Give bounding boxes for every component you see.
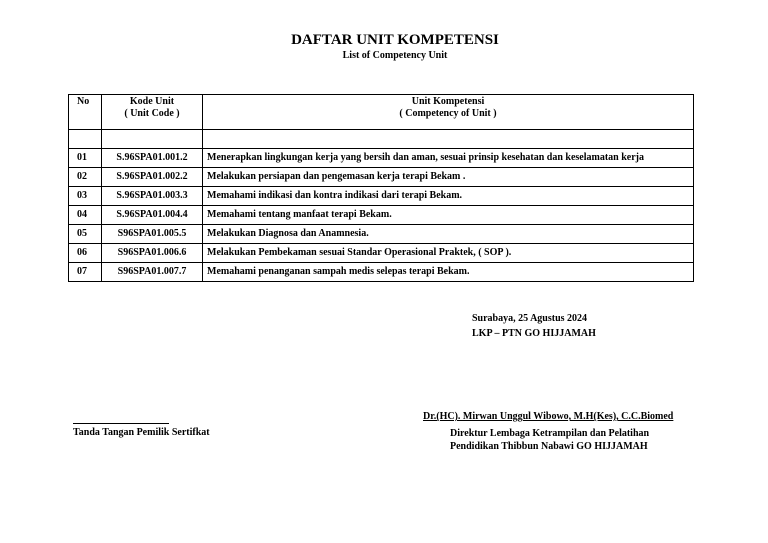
header-competency-unit-line1: Unit Kompetensi xyxy=(411,96,485,107)
header-unit-code-line2: ( Unit Code ) xyxy=(124,108,180,119)
row-number: 05 xyxy=(69,225,102,244)
row-unit-name: Memahami tentang manfaat terapi Bekam. xyxy=(203,206,694,225)
holder-signature-label: Tanda Tangan Pemilik Sertifkat xyxy=(73,427,210,438)
row-unit-code: S96SPA01.007.7 xyxy=(102,263,203,282)
spacer-cell xyxy=(69,130,102,149)
director-title-block xyxy=(450,427,649,453)
spacer-cell xyxy=(203,130,694,149)
row-number: 07 xyxy=(69,263,102,282)
row-unit-name: Melakukan persiapan dan pengemasan kerja terapi Bekam . xyxy=(203,168,694,187)
row-unit-name: Memahami penanganan sampah medis selepas terapi Bekam. xyxy=(203,263,694,282)
document-subtitle: List of Competency Unit xyxy=(342,50,448,61)
header-competency-unit-line2: ( Competency of Unit ) xyxy=(399,108,497,119)
table-row xyxy=(69,263,694,282)
director-title-line1: Direktur Lembaga Ketrampilan dan Pelatihan xyxy=(450,428,650,439)
place-date-block xyxy=(472,311,596,341)
row-number: 06 xyxy=(69,244,102,263)
competency-table xyxy=(68,94,694,282)
row-number: 04 xyxy=(69,206,102,225)
row-unit-name: Memahami indikasi dan kontra indikasi dari terapi Bekam. xyxy=(203,187,694,206)
row-unit-code: S.96SPA01.003.3 xyxy=(102,187,203,206)
spacer-cell xyxy=(102,130,203,149)
director-name: Dr.(HC). Mirwan Unggul Wibowo, M.H(Kes), C.C.Biomed xyxy=(423,411,674,422)
row-number: 01 xyxy=(69,149,102,168)
table-spacer-row xyxy=(69,130,694,149)
header-unit-code xyxy=(102,95,203,130)
row-unit-name: Menerapkan lingkungan kerja yang bersih dan aman, sesuai prinsip kesehatan dan keselamatan kerja xyxy=(203,149,694,168)
row-unit-code: S96SPA01.005.5 xyxy=(102,225,203,244)
header-unit-code-line1: Kode Unit xyxy=(129,96,175,107)
table-row xyxy=(69,149,694,168)
organization-name: LKP – PTN GO HIJJAMAH xyxy=(472,328,596,339)
row-unit-code: S96SPA01.006.6 xyxy=(102,244,203,263)
row-unit-code: S.96SPA01.004.4 xyxy=(102,206,203,225)
place-date: Surabaya, 25 Agustus 2024 xyxy=(472,313,588,324)
table-header-row xyxy=(69,95,694,130)
row-unit-code: S.96SPA01.001.2 xyxy=(102,149,203,168)
header-no: No xyxy=(69,95,102,130)
director-title-line2: Pendidikan Thibbun Nabawi GO HIJJAMAH xyxy=(450,441,648,452)
row-number: 03 xyxy=(69,187,102,206)
table-row xyxy=(69,206,694,225)
document-title: DAFTAR UNIT KOMPETENSI xyxy=(291,32,499,48)
table-row xyxy=(69,244,694,263)
row-unit-name: Melakukan Diagnosa dan Anamnesia. xyxy=(203,225,694,244)
header-competency-unit xyxy=(203,95,694,130)
row-number: 02 xyxy=(69,168,102,187)
row-unit-code: S.96SPA01.002.2 xyxy=(102,168,203,187)
table-row xyxy=(69,168,694,187)
table-row xyxy=(69,187,694,206)
holder-signature-line xyxy=(73,423,169,424)
table-row xyxy=(69,225,694,244)
row-unit-name: Melakukan Pembekaman sesuai Standar Operasional Praktek, ( SOP ). xyxy=(203,244,694,263)
